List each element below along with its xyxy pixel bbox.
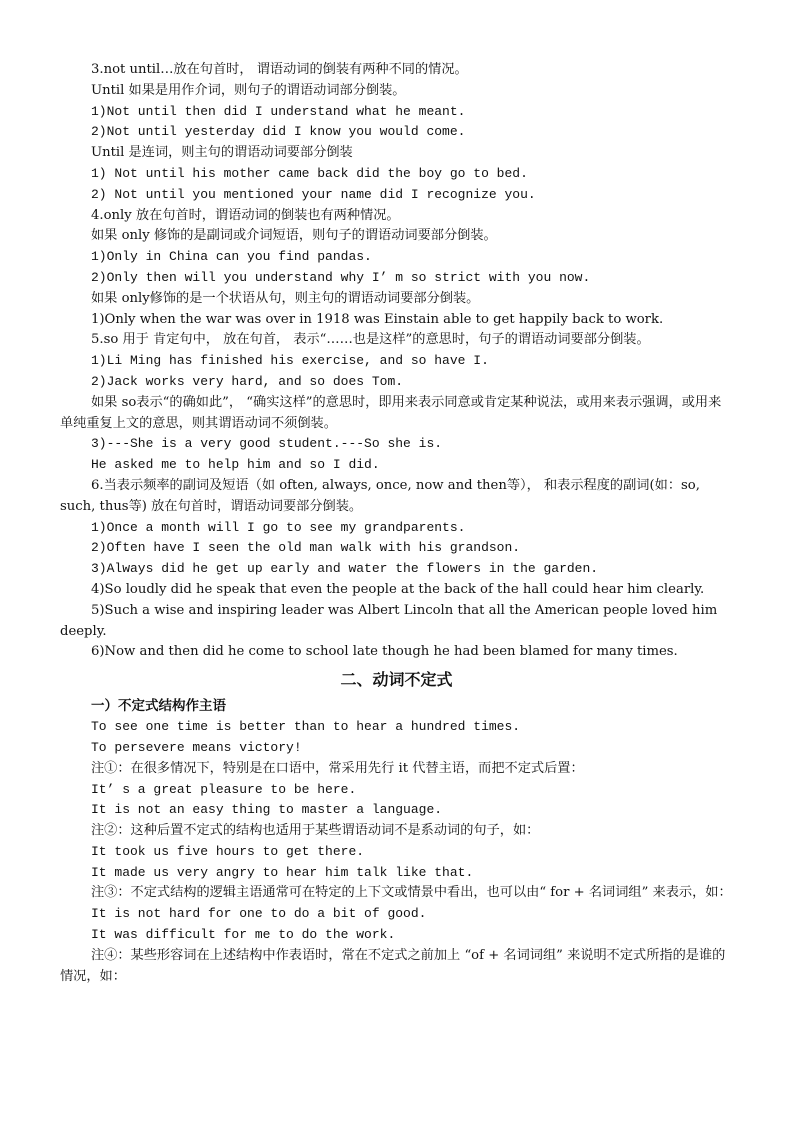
text-line: 6)Now and then did he come to school late though he had been blamed for many times. (91, 644, 678, 660)
text-line: 注③：不定式结构的逻辑主语通常可在特定的上下文或情景中看出，也可以由“ for + 名词词组” 来表示，如： (91, 885, 732, 901)
text-line: 2)Jack works very hard, and so does Tom. (91, 373, 404, 389)
text-line: It took us five hours to get there. (91, 843, 365, 859)
text-line: 6.当表示频率的副词及短语（如 often, always, once, now and then等）， 和表示程度的副词(如：so, such, thus等) 放在句首时，谓语动词要部分倒装。 (60, 477, 700, 514)
text-line: To persevere means victory! (91, 739, 302, 755)
text-line: 如果 so表示“的确如此”， “确实这样”的意思时，即用来表示同意或肯定某种说法，或用来表示强调，或用来单纯重复上文的意思，则其谓语动词不须倒装。 (60, 394, 722, 431)
text-line: It made us very angry to hear him talk like that. (91, 864, 474, 880)
text-line: 5.so 用于 肯定句中， 放在句首， 表示“……也是这样”的意思时，句子的谓语动词要部分倒装。 (91, 332, 650, 348)
text-line: 5)Such a wise and inspiring leader was Albert Lincoln that all the American people loved him deeply. (60, 602, 718, 639)
text-line: 1)Only in China can you find pandas. (91, 249, 372, 265)
text-line: It’ s a great pleasure to be here. (91, 781, 357, 797)
text-line: Until 是连词，则主句的谓语动词要部分倒装 (91, 145, 353, 161)
text-line: He asked me to help him and so I did. (91, 457, 380, 473)
text-line: It was difficult for me to do the work. (91, 927, 396, 943)
text-line: 1)Li Ming has finished his exercise, and so have I. (91, 353, 489, 369)
text-line: 注①：在很多情况下，特别是在口语中，常采用先行 it 代替主语，而把不定式后置： (91, 760, 584, 776)
text-line: 如果 only 修饰的是副词或介词短语，则句子的谓语动词要部分倒装。 (91, 228, 497, 244)
text-line: 1) Not until his mother came back did the boy go to bed. (91, 165, 528, 181)
text-line: 1)Once a month will I go to see my grandparents. (91, 519, 466, 535)
text-line: 1)Not until then did I understand what he meant. (91, 103, 466, 119)
text-line: 如果 only修饰的是一个状语从句，则主句的谓语动词要部分倒装。 (91, 290, 480, 306)
text-line: 2)Not until yesterday did I know you would come. (91, 124, 466, 140)
section-title: 二、动词不定式 (340, 670, 453, 690)
text-line: 注④：某些形容词在上述结构中作表语时，常在不定式之前加上 “of + 名词词组” 来说明不定式所指的是谁的情况，如： (60, 947, 726, 984)
text-line: 1)Only when the war was over in 1918 was Einstain able to get happily back to work. (91, 311, 664, 327)
text-line: To see one time is better than to hear a hundred times. (91, 719, 521, 735)
text-line: Until 如果是用作介词，则句子的谓语动词部分倒装。 (91, 82, 406, 98)
text-line: 2) Not until you mentioned your name did I recognize you. (91, 186, 536, 202)
text-line: 3)---She is a very good student.---So she is. (91, 436, 443, 452)
text-line: 2)Only then will you understand why I’ m so strict with you now. (91, 269, 591, 285)
text-line: It is not hard for one to do a bit of good. (91, 906, 427, 922)
text-line: 4)So loudly did he speak that even the people at the back of the hall could hear him clearly. (91, 581, 705, 597)
subsection-title: 一）不定式结构作主语 (91, 698, 226, 715)
text-line: 3)Always did he get up early and water the flowers in the garden. (91, 561, 599, 577)
text-line: 4.only 放在句首时，谓语动词的倒装也有两种情况。 (91, 207, 400, 223)
text-line: It is not an easy thing to master a language. (91, 802, 443, 818)
text-line: 3.not until…放在句首时， 谓语动词的倒装有两种不同的情况。 (91, 62, 468, 77)
document-page (60, 60, 733, 987)
text-line: 2)Often have I seen the old man walk with his grandson. (91, 540, 521, 556)
text-line: 注②：这种后置不定式的结构也适用于某些谓语动词不是系动词的句子，如： (91, 823, 540, 839)
